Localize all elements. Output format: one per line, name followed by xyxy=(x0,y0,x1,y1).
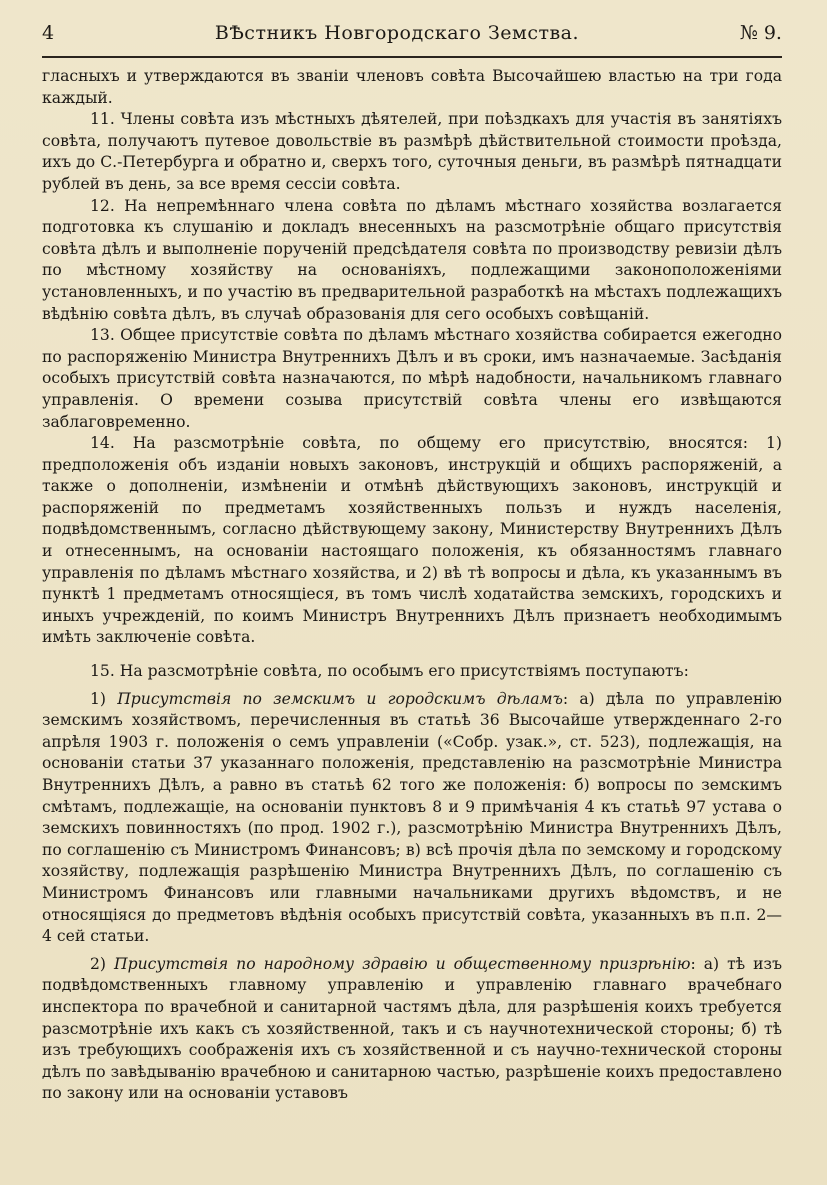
paragraph-continuation: гласныхъ и утверждаются въ званіи членовъ совѣта Высочайшею властью на три года каждый. xyxy=(42,67,782,107)
item-1-heading: Присутствія по земскимъ и городскимъ дѣламъ xyxy=(117,689,563,708)
paragraph-12: 12. На непремѣннаго члена совѣта по дѣламъ мѣстнаго хозяйства возлагается подготовка къ слушанію и докладъ внесенныхъ на разсмотрѣніе общаго присутствія совѣта дѣлъ и выполненіе порученій предсѣдателя совѣта по производству ревизіи дѣлъ по мѣстному хозяйству на основаніяхъ, подлежащими законоположеніями установленныхъ, и по участію въ предварительной разработкѣ на мѣстахъ подлежащихъ вѣдѣнію совѣта дѣлъ, въ случаѣ образованія для сего особыхъ совѣщаній. xyxy=(42,196,782,323)
item-2-heading: Присутствія по народному здравію и общественному призрѣнію xyxy=(114,954,691,973)
item-1-text: : а) дѣла по управленію земскимъ хозяйствомъ, перечисленныя въ статьѣ 36 Высочайше утвержденнаго 2-го апрѣля 1903 г. положенія о семъ управленіи («Собр. узак.», ст. 523), подлежащія, на основаніи статьи 37 указаннаго положенія, представленію на разсмотрѣніе Министра Внутреннихъ Дѣлъ, а равно въ статьѣ 62 того же положенія: б) вопросы по земскимъ смѣтамъ, подлежащіе, на основаніи пунктовъ 8 и 9 примѣчанія 4 къ статьѣ 97 устава о земскихъ повинностяхъ (по прод. 1902 г.), разсмотрѣнію Министра Внутреннихъ Дѣлъ, по соглашенію съ Министромъ Финансовъ; в) всѣ прочія дѣла по земскому и городскому хозяйству, подлежащія разрѣшенію Министра Внутреннихъ Дѣлъ, по соглашенію съ Министромъ Финансовъ или главными начальниками другихъ вѣдомствъ, и не относящіяся до предметовъ вѣдѣнія особыхъ присутствій совѣта, указанныхъ въ п.п. 2—4 сей статьи. xyxy=(42,689,782,946)
paragraph-14: 14. На разсмотрѣніе совѣта, по общему его присутствію, вносятся: 1) предположенія объ изданіи новыхъ законовъ, инструкцій и общихъ распоряженій, а также о дополненіи, измѣненіи и отмѣнѣ дѣйствующихъ законовъ, инструкцій и распоряженій по предметамъ хозяйственныхъ пользъ и нуждъ населенія, подвѣдомственнымъ, согласно дѣйствующему закону, Министерству Внутреннихъ Дѣлъ и отнесеннымъ, на основаніи настоящаго положенія, къ обязанностямъ главнаго управленія по дѣламъ мѣстнаго хозяйства, и 2) вѣ тѣ вопросы и дѣла, къ указаннымъ въ пунктѣ 1 предметамъ относящіеся, въ томъ числѣ ходатайства земскихъ, городскихъ и иныхъ учрежденій, по коимъ Министръ Внутреннихъ Дѣлъ признаетъ необходимымъ имѣть заключеніе совѣта. xyxy=(42,434,782,647)
item-2 xyxy=(42,954,782,1105)
paragraph-13: 13. Общее присутствіе совѣта по дѣламъ мѣстнаго хозяйства собирается ежегодно по распоряженію Министра Внутреннихъ Дѣлъ и въ сроки, имъ назначаемые. Засѣданія особыхъ присутствій совѣта назначаются, по мѣрѣ надобности, начальникомъ главнаго управленія. О времени созыва присутствій совѣта члены его извѣщаются заблаговременно. xyxy=(42,326,782,431)
item-1 xyxy=(42,689,782,948)
issue-number: № 9. xyxy=(739,22,782,44)
item-1-number: 1) xyxy=(90,689,107,708)
header-rule xyxy=(42,56,782,58)
page-number: 4 xyxy=(42,22,55,44)
item-2-text: : а) тѣ изъ подвѣдомственныхъ главному управленію и управленію главнаго врачебнаго инспектора по врачебной и санитарной частямъ дѣла, для разрѣшенія коихъ требуется разсмотрѣніе ихъ какъ съ хозяйственной, такъ и съ научнотехнической стороны; б) тѣ изъ требующихъ соображенія ихъ съ хозяйственной и съ научно-технической стороны дѣлъ по завѣдыванію врачебною и санитарною частью, разрѣшеніе коихъ предоставлено по закону или на основаніи уставовъ xyxy=(42,954,782,1103)
paragraph-15: 15. На разсмотрѣніе совѣта, по особымъ его присутствіямъ поступаютъ: xyxy=(90,662,689,681)
running-header xyxy=(42,22,782,50)
item-2-number: 2) xyxy=(90,954,107,973)
paragraph-11: 11. Члены совѣта изъ мѣстныхъ дѣятелей, при поѣздкахъ для участія въ занятіяхъ совѣта, получаютъ путевое довольствіе въ размѣрѣ дѣйствительной стоимости проѣзда, ихъ до С.-Петербурга и обратно и, сверхъ того, суточныя деньги, въ размѣрѣ пятнадцати рублей въ день, за все время сессіи совѣта. xyxy=(42,110,782,193)
journal-title: ВѢстникъ Новгородскаго Земства. xyxy=(214,22,580,44)
article-body xyxy=(42,66,782,1105)
